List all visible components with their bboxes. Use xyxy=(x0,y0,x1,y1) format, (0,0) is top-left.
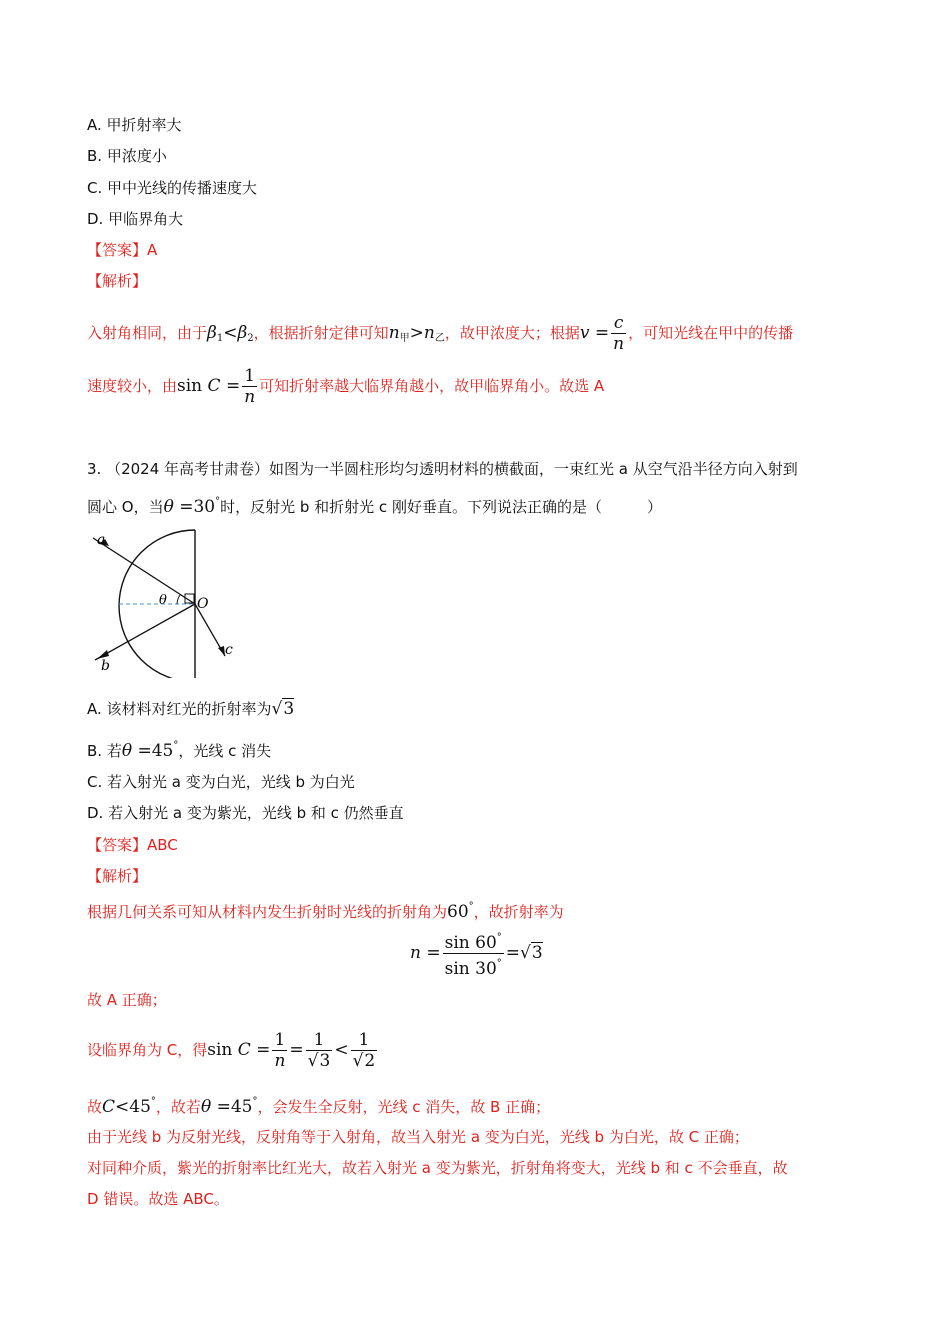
q3-analysis-text: 故 xyxy=(87,1098,103,1116)
refractive-index-equation xyxy=(410,928,543,979)
q2-option-b: B. 甲浓度小 xyxy=(87,147,167,165)
c-less-45: C<45° xyxy=(102,1096,156,1117)
q3-analysis-text: ，故折射率为 xyxy=(473,903,564,921)
q3-analysis-line1 xyxy=(87,897,564,922)
label-b: b xyxy=(101,658,110,674)
sqrt3: √3 xyxy=(271,699,295,719)
q2-analysis-text: ，可知光线在甲中的传播 xyxy=(628,324,794,342)
q3-option-b xyxy=(87,736,271,761)
q2-analysis-text: 可知折射率越大临界角越小，故甲临界角小。故选 A xyxy=(259,377,605,395)
q3-stem-line1: 3. （2024 年高考甘肃卷）如图为一半圆柱形均匀透明材料的横截面，一束红光 a 从空气沿半径方向入射到 xyxy=(87,460,798,478)
q3-stem-text: 圆心 O，当 xyxy=(87,498,164,516)
q2-analysis-text: 入射角相同，由于 xyxy=(87,324,208,342)
angle-60: 60° xyxy=(447,901,474,922)
q2-option-c: C. 甲中光线的传播速度大 xyxy=(87,179,258,197)
q3-analysis-text: ，会发生全反射，光线 c 消失，故 B 正确； xyxy=(257,1098,551,1116)
q3-analysis-label: 【解析】 xyxy=(87,867,148,885)
q3-analysis-text: 根据几何关系可知从材料内发生折射时光线的折射角为 xyxy=(87,903,448,921)
q2-analysis-label: 【解析】 xyxy=(87,272,148,290)
q2-option-d: D. 甲临界角大 xyxy=(87,210,184,228)
q3-analysis-text: ，故若 xyxy=(155,1098,201,1116)
q2-answer: 【答案】A xyxy=(87,241,158,259)
q2-option-a: A. 甲折射率大 xyxy=(87,116,182,134)
beta-inequality: $\beta_1<\beta_2$ xyxy=(207,323,254,344)
label-theta: θ xyxy=(159,593,167,608)
incident-ray-a xyxy=(93,538,195,604)
q3-stem-text: 时，反射光 b 和折射光 c 刚好垂直。下列说法正确的是（ ） xyxy=(220,498,662,516)
q3-answer: 【答案】ABC xyxy=(87,836,178,854)
q3-option-c: C. 若入射光 a 变为白光，光线 b 为白光 xyxy=(87,773,355,791)
q3-stem-line2 xyxy=(87,492,662,517)
q3-analysis-line2: 故 A 正确； xyxy=(87,991,167,1009)
q3-option-d: D. 若入射光 a 变为紫光，光线 b 和 c 仍然垂直 xyxy=(87,804,404,822)
n-inequality: $n_甲>n_乙$ xyxy=(388,323,445,344)
reflected-ray-b xyxy=(95,604,195,660)
critical-angle-equation: sin C = $\frac{1}{n}$ = $\frac{1}{√3}$ < $\frac{1}{√2}$ xyxy=(207,1030,376,1071)
q2-analysis-text: ，故甲浓度大；根据 xyxy=(444,324,580,342)
critical-angle-formula: sin C = $\frac{1}{n}$ xyxy=(177,366,256,407)
q2-analysis-text: 速度较小，由 xyxy=(87,377,178,395)
q3-analysis-line7: D 错误。故选 ABC。 xyxy=(87,1190,229,1208)
ray-c-arrow xyxy=(218,646,225,656)
q3-analysis-line4 xyxy=(87,1092,550,1117)
q3-option-text: ，光线 c 消失 xyxy=(178,742,272,760)
q2-analysis-line2 xyxy=(87,366,604,407)
q3-analysis-line5: 由于光线 b 为反射光线，反射角等于入射角，故当入射光 a 变为白光，光线 b 为白光，故 C 正确； xyxy=(87,1128,749,1146)
q3-option-text: A. 该材料对红光的折射率为 xyxy=(87,700,272,718)
q2-analysis-text: ，根据折射定律可知 xyxy=(253,324,389,342)
theta-30: θ =30° xyxy=(163,496,221,517)
n-equals: n = $\frac{\sin 60^\circ}{\sin 30^\circ}$ =√3 xyxy=(410,943,543,963)
label-c: c xyxy=(225,642,233,658)
q3-analysis-line6: 对同种介质，紫光的折射率比红光大，故若入射光 a 变为紫光，折射角将变大，光线 b 和 c 不会垂直，故 xyxy=(87,1159,788,1177)
theta-45-analysis: θ =45° xyxy=(200,1096,258,1117)
speed-formula: v = $\frac{c}{n}$ xyxy=(579,313,625,354)
q3-analysis-text: 设临界角为 C，得 xyxy=(87,1041,208,1059)
semicircle-optics-figure xyxy=(87,528,247,678)
label-o: O xyxy=(197,596,209,612)
theta-arc xyxy=(177,595,180,604)
theta-45: θ =45° xyxy=(121,740,179,761)
q3-option-a xyxy=(87,699,294,719)
q2-analysis-line1 xyxy=(87,313,793,354)
q3-option-text: B. 若 xyxy=(87,742,122,760)
q3-analysis-line3 xyxy=(87,1030,379,1071)
label-a: a xyxy=(97,532,106,548)
